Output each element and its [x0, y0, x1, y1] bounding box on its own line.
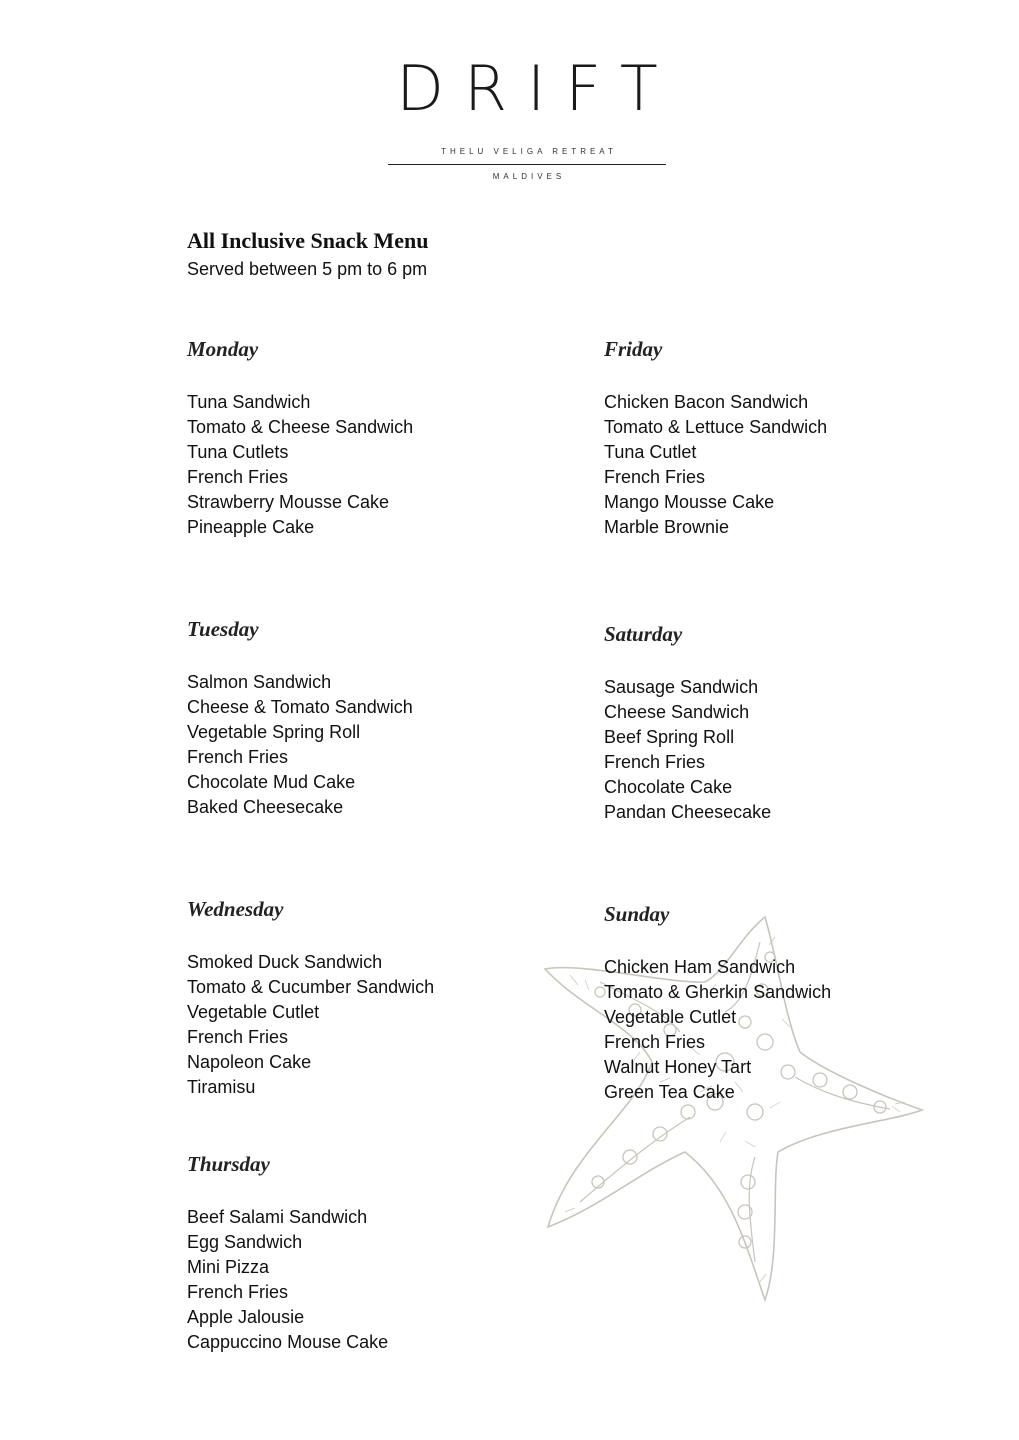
menu-list-friday — [604, 390, 827, 540]
menu-item: Beef Salami Sandwich — [187, 1207, 368, 1227]
day-heading-sunday: Sunday — [604, 902, 670, 926]
menu-item: Tuna Cutlets — [187, 442, 289, 462]
menu-item: Cheese Sandwich — [604, 702, 750, 722]
day-heading-friday: Friday — [604, 337, 663, 361]
menu-item: Tuna Cutlet — [604, 442, 697, 462]
menu-item: French Fries — [187, 747, 289, 767]
menu-item: Cappuccino Mouse Cake — [187, 1332, 389, 1352]
menu-item: Strawberry Mousse Cake — [187, 492, 390, 512]
menu-item: French Fries — [604, 752, 706, 772]
day-heading-monday: Monday — [187, 337, 259, 361]
menu-item: French Fries — [187, 1282, 289, 1302]
menu-item: Egg Sandwich — [187, 1232, 303, 1252]
menu-list-thursday — [187, 1205, 388, 1355]
menu-item: Apple Jalousie — [187, 1307, 305, 1327]
day-heading-tuesday: Tuesday — [187, 617, 259, 641]
menu-item: Chocolate Mud Cake — [187, 772, 356, 792]
menu-item: Napoleon Cake — [187, 1052, 312, 1072]
menu-title: All Inclusive Snack Menu — [187, 228, 429, 253]
menu-item: Baked Cheesecake — [187, 797, 344, 817]
menu-list-sunday — [604, 955, 831, 1105]
day-section-thursday — [187, 1151, 388, 1355]
menu-item: French Fries — [187, 467, 289, 487]
logo-wordmark: DRIFT — [396, 52, 678, 125]
menu-item: Cheese & Tomato Sandwich — [187, 697, 413, 717]
menu-item: Sausage Sandwich — [604, 677, 759, 697]
menu-item: Tiramisu — [187, 1077, 256, 1097]
menu-list-saturday — [604, 675, 771, 825]
day-section-monday — [187, 336, 413, 540]
menu-list-wednesday — [187, 950, 434, 1100]
menu-item: Mango Mousse Cake — [604, 492, 775, 512]
menu-item: Tomato & Cucumber Sandwich — [187, 977, 435, 997]
day-section-wednesday — [187, 896, 434, 1100]
menu-item: Walnut Honey Tart — [604, 1057, 752, 1077]
menu-item: Chicken Bacon Sandwich — [604, 392, 809, 412]
menu-item: Marble Brownie — [604, 517, 730, 537]
menu-item: Vegetable Cutlet — [187, 1002, 320, 1022]
menu-item: Mini Pizza — [187, 1257, 270, 1277]
menu-item: Vegetable Cutlet — [604, 1007, 737, 1027]
day-section-sunday — [604, 901, 831, 1105]
logo-location: MALDIVES — [492, 172, 566, 181]
logo-divider — [388, 164, 666, 165]
day-section-saturday — [604, 621, 771, 825]
menu-item: Chocolate Cake — [604, 777, 733, 797]
menu-item: Pandan Cheesecake — [604, 802, 772, 822]
menu-item: Chicken Ham Sandwich — [604, 957, 796, 977]
menu-list-tuesday — [187, 670, 413, 820]
menu-item: Tuna Sandwich — [187, 392, 311, 412]
day-heading-thursday: Thursday — [187, 1152, 270, 1176]
menu-item: Vegetable Spring Roll — [187, 722, 361, 742]
menu-item: Salmon Sandwich — [187, 672, 332, 692]
menu-subtitle: Served between 5 pm to 6 pm — [187, 259, 428, 279]
menu-item: French Fries — [604, 1032, 706, 1052]
day-heading-saturday: Saturday — [604, 622, 683, 646]
menu-item: French Fries — [187, 1027, 289, 1047]
menu-item: Smoked Duck Sandwich — [187, 952, 383, 972]
day-section-tuesday — [187, 616, 413, 820]
drift-logo — [388, 52, 678, 181]
menu-item: Tomato & Lettuce Sandwich — [604, 417, 828, 437]
menu-item: Tomato & Gherkin Sandwich — [604, 982, 832, 1002]
logo-tagline: THELU VELIGA RETREAT — [441, 147, 617, 156]
menu-item: Tomato & Cheese Sandwich — [187, 417, 414, 437]
menu-item: Beef Spring Roll — [604, 727, 735, 747]
menu-item: Green Tea Cake — [604, 1082, 735, 1102]
day-section-friday — [604, 336, 827, 540]
menu-item: French Fries — [604, 467, 706, 487]
day-heading-wednesday: Wednesday — [187, 897, 284, 921]
menu-list-monday — [187, 390, 413, 540]
menu-item: Pineapple Cake — [187, 517, 315, 537]
